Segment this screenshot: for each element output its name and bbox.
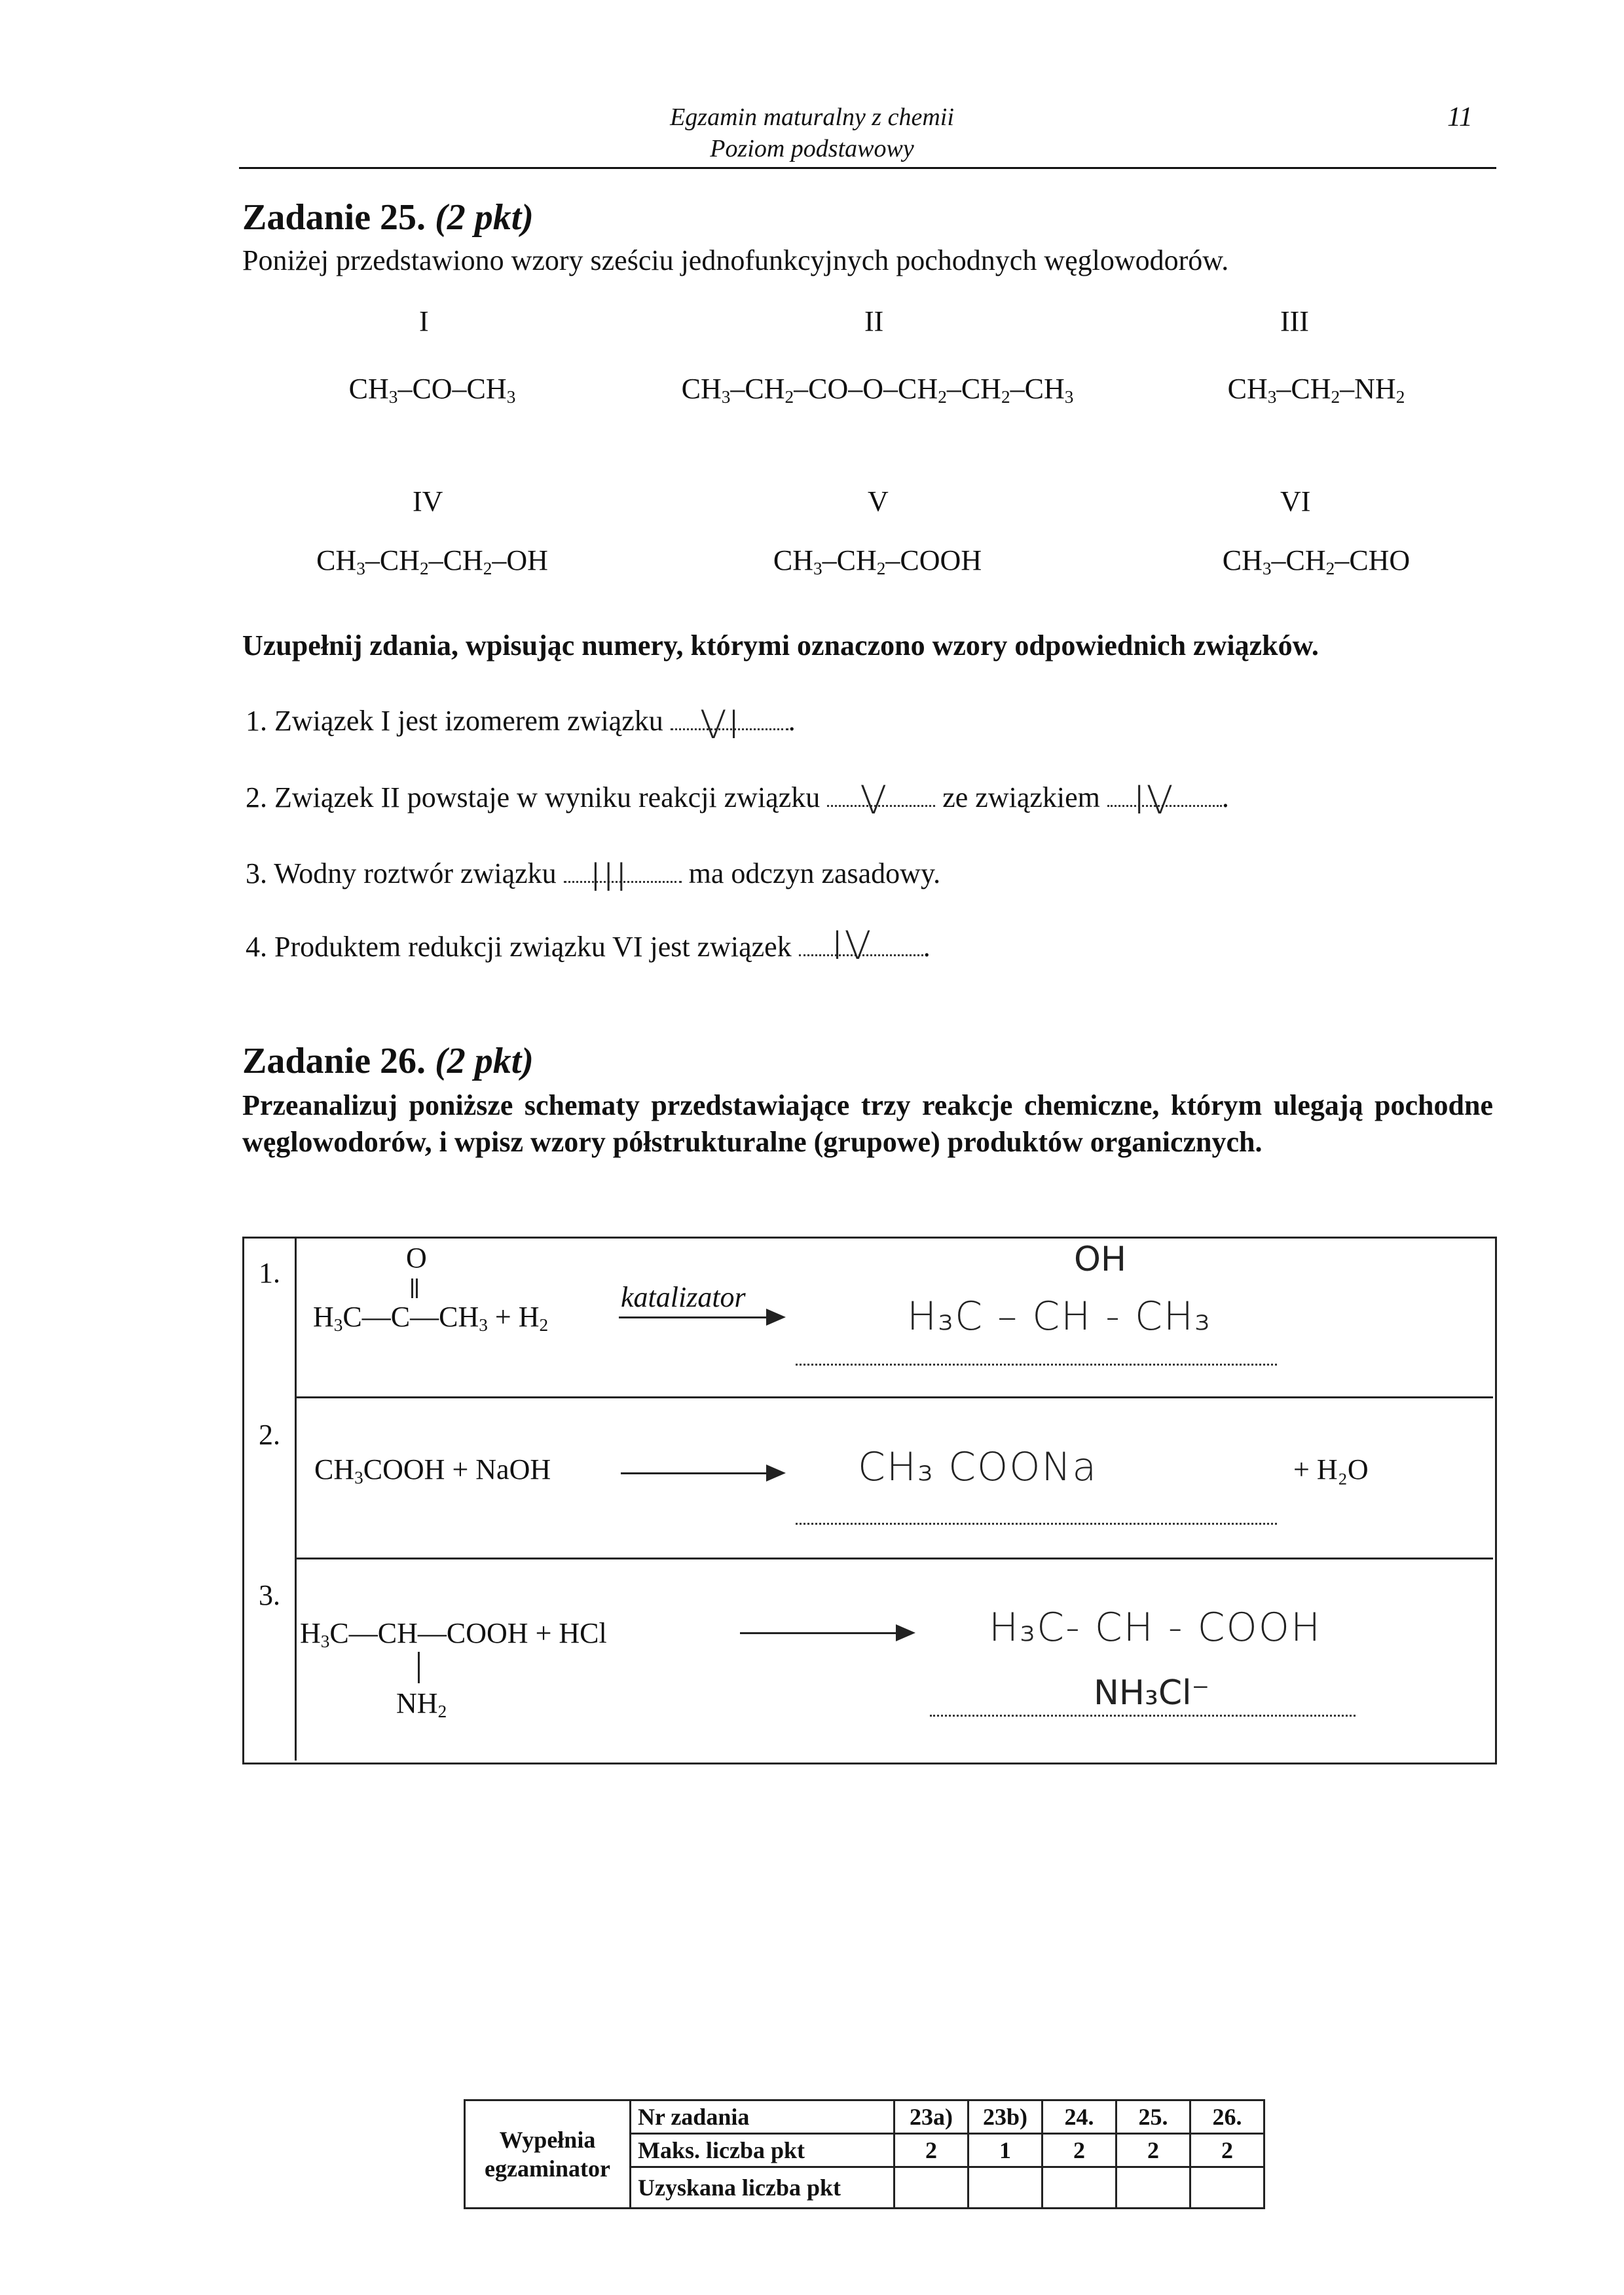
row3-answer-sub: NH₃Cl⁻ (1094, 1673, 1210, 1713)
table-num-divider (295, 1237, 297, 1761)
answer-2a: V (860, 777, 889, 823)
label-V: V (868, 485, 889, 517)
row1-h2-text: + H (494, 1301, 540, 1333)
sentence-2-text-a: 2. Związek II powstaje w wyniku reakcji związku (246, 781, 821, 813)
row-label-max: Maks. liczba pkt (631, 2134, 895, 2167)
side-label-1: Wypełnia (499, 2127, 596, 2153)
side-label-2: egzaminator (485, 2155, 610, 2182)
scoring-table (464, 2099, 1265, 2209)
task26-title (242, 1040, 534, 1082)
scoring-side-label (465, 2100, 631, 2209)
row1-catalyst: katalizator (621, 1281, 746, 1313)
task-col-4: 25. (1116, 2100, 1190, 2134)
answer-field-4[interactable] (799, 923, 923, 969)
sentence-1-text: 1. Związek I jest izomerem związku (246, 705, 663, 737)
label-II: II (864, 305, 884, 337)
answer-field-1[interactable] (671, 702, 788, 748)
row1-oxygen: O (406, 1242, 427, 1274)
header-line-2: Poziom podstawowy (710, 135, 914, 162)
answer-field-2a[interactable] (827, 777, 935, 823)
exam-header (0, 102, 1624, 164)
sentence-1 (246, 702, 796, 748)
row3-bond (418, 1652, 420, 1683)
sentence-4-text: 4. Produktem redukcji związku VI jest związek (246, 931, 792, 963)
answer-1: VI (699, 702, 741, 748)
task-col-1: 23a) (895, 2100, 969, 2134)
answer-field-2b[interactable] (1107, 777, 1222, 823)
row3-reactant-text: —COOH + HCl (417, 1617, 607, 1649)
row2-water: + H₂O (1293, 1453, 1369, 1485)
task26-points: (2 pkt) (435, 1041, 534, 1081)
formula-III: $CH_3-CH_2-NH_2$ (1227, 373, 1405, 407)
task25-title-text: Zadanie 25. (242, 197, 426, 238)
sentence-4-end: . (923, 931, 931, 963)
row1-reactant: $H_3C—C—CH_3 + H_2$ (313, 1301, 549, 1335)
row1-number: 1. (259, 1257, 280, 1289)
label-IV: IV (413, 485, 443, 517)
max-points-1: 2 (895, 2134, 969, 2167)
answer-4: IV (831, 923, 873, 969)
label-VI: VI (1280, 485, 1311, 517)
sentence-2 (246, 777, 1229, 823)
row2-answer-line[interactable] (796, 1523, 1277, 1525)
obtained-points-2[interactable] (969, 2167, 1043, 2209)
row-label-obtained: Uzyskana liczba pkt (631, 2167, 895, 2209)
formula-I: $CH_3-CO-CH_3$ (348, 373, 516, 407)
row3-arrow-head (896, 1624, 915, 1641)
task-col-2: 23b) (969, 2100, 1043, 2134)
header-divider (239, 167, 1496, 169)
row-divider-2 (295, 1558, 1493, 1559)
task25-title (242, 196, 534, 238)
sentence-2-end: . (1221, 781, 1229, 813)
task26-instruction: Przeanalizuj poniższe schematy przedstawiające trzy reakcje chemiczne, którym ulegają pochodne węglowodorów, i wpisz wzory półstrukturalne (grupowe) produktów organicznych. (242, 1089, 1493, 1158)
row3-number: 3. (259, 1579, 280, 1611)
sentence-2-text-b: ze związkiem (942, 781, 1100, 813)
obtained-points-3[interactable] (1043, 2167, 1116, 2209)
sentence-3 (246, 855, 941, 901)
row1-answer: H₃C – CH - CH₃ (907, 1294, 1212, 1339)
row3-nh2: $NH_2$ (396, 1687, 447, 1721)
answer-field-3[interactable] (564, 855, 682, 901)
row2-number: 2. (259, 1419, 280, 1451)
obtained-points-4[interactable] (1116, 2167, 1190, 2209)
task25-points: (2 pkt) (435, 197, 534, 238)
task25-intro: Poniżej przedstawiono wzory sześciu jednofunkcyjnych pochodnych węglowodorów. (242, 244, 1229, 276)
row1-arrow-head (766, 1309, 786, 1326)
label-III: III (1280, 305, 1309, 337)
row3-answer-line[interactable] (930, 1715, 1356, 1717)
formula-IV: $CH_3-CH_2-CH_2-OH$ (316, 544, 548, 578)
sentence-1-end: . (788, 705, 796, 737)
header-line-1: Egzamin maturalny z chemii (670, 103, 954, 131)
formula-V: $CH_3-CH_2$–COOH (773, 544, 982, 578)
label-I: I (419, 305, 429, 337)
sentence-3-text-a: 3. Wodny roztwór związku (246, 857, 557, 889)
sentence-4 (246, 923, 931, 969)
answer-2b: IV (1133, 777, 1175, 823)
row3-answer: H₃C- CH - COOH (989, 1605, 1322, 1651)
sentence-3-text-b: ma odczyn zasadowy. (688, 857, 941, 889)
task-col-3: 24. (1043, 2100, 1116, 2134)
row2-answer: CH₃ COONa (858, 1444, 1098, 1490)
row-label-task: Nr zadania (631, 2100, 895, 2134)
max-points-2: 1 (969, 2134, 1043, 2167)
row1-answer-line[interactable] (796, 1364, 1277, 1366)
row1-answer-oh: OH (1074, 1240, 1127, 1279)
task26-title-text: Zadanie 26. (242, 1041, 426, 1081)
page-number: 11 (1447, 102, 1473, 132)
row3-reactants: $H_3C—CH—COOH$ + HCl (300, 1617, 607, 1651)
row1-arrow (619, 1316, 783, 1318)
answer-3: III (589, 855, 629, 901)
task-col-5: 26. (1190, 2100, 1264, 2134)
obtained-points-1[interactable] (895, 2167, 969, 2209)
max-points-3: 2 (1043, 2134, 1116, 2167)
row-divider-1 (295, 1396, 1493, 1398)
formula-VI: $CH_3-CH_2$–CHO (1222, 544, 1411, 578)
row3-arrow (740, 1632, 904, 1634)
row2-arrow (621, 1472, 781, 1474)
max-points-4: 2 (1116, 2134, 1190, 2167)
row2-arrow-head (766, 1465, 786, 1482)
row2-naoh-text: + NaOH (452, 1453, 551, 1485)
row2-reactants: $CH_3COOH$ + NaOH (314, 1453, 551, 1487)
formula-II: $CH_3-CH_2-CO-O-CH_2-CH_2-CH_3$ (681, 373, 1074, 407)
task25-instruction: Uzupełnij zdania, wpisując numery, którymi oznaczono wzory odpowiednich związków. (242, 629, 1319, 662)
max-points-5: 2 (1190, 2134, 1264, 2167)
row1-double-bond (411, 1278, 418, 1298)
obtained-points-5[interactable] (1190, 2167, 1264, 2209)
